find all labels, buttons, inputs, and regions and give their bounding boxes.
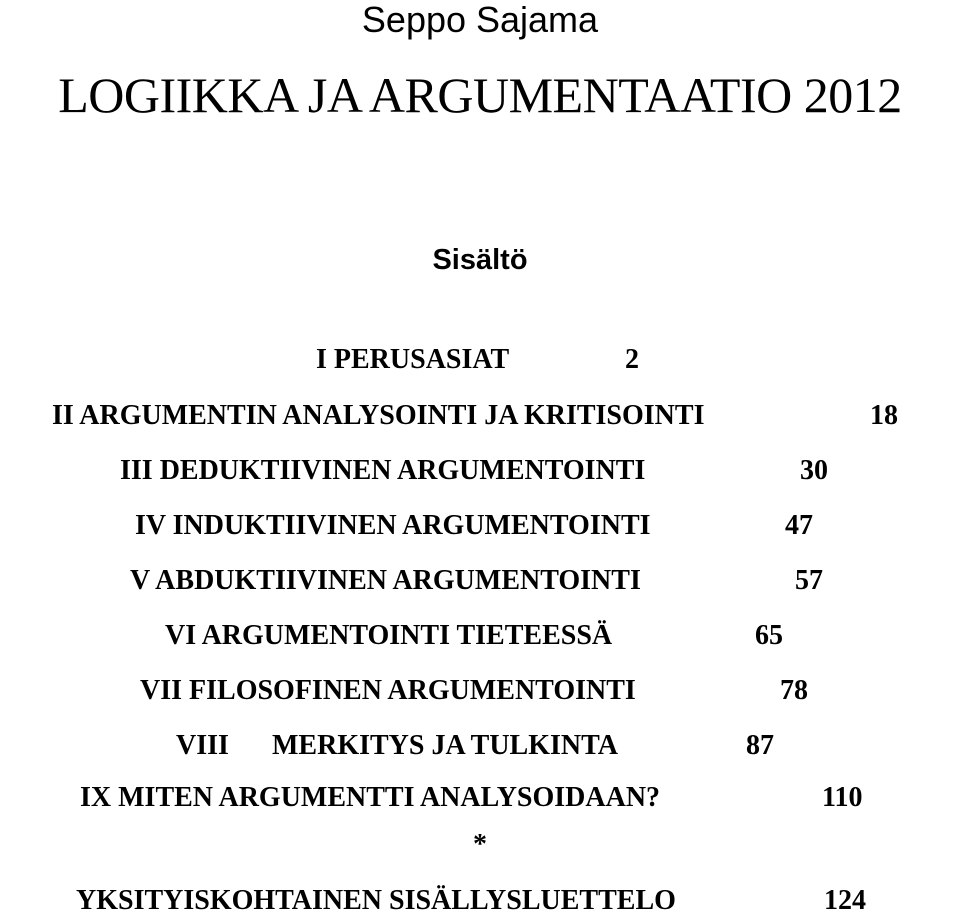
toc-item-label: VIII <box>176 730 229 761</box>
toc-item-page: 2 <box>625 344 639 375</box>
toc-item-label: III DEDUKTIIVINEN ARGUMENTOINTI <box>120 455 646 486</box>
toc-item-page: 78 <box>780 675 808 706</box>
toc-item-page: 65 <box>755 620 783 651</box>
toc-item-label: VI ARGUMENTOINTI TIETEESSÄ <box>165 620 613 651</box>
toc-item-label: I PERUSASIAT <box>316 344 510 375</box>
toc-item-page: 18 <box>870 400 898 431</box>
toc-item-page: 57 <box>795 565 823 596</box>
contents-heading: Sisältö <box>432 244 528 276</box>
toc-item-label: V ABDUKTIIVINEN ARGUMENTOINTI <box>130 565 641 596</box>
toc-item-label: IV INDUKTIIVINEN ARGUMENTOINTI <box>135 510 651 541</box>
toc-item-page: 47 <box>785 510 813 541</box>
toc-item-page: 87 <box>746 730 774 761</box>
detailed-toc-label: YKSITYISKOHTAINEN SISÄLLYSLUETTELO <box>76 885 676 916</box>
toc-item-page: 110 <box>822 782 863 813</box>
toc-item-page: 30 <box>800 455 828 486</box>
toc-item-label-rest: MERKITYS JA TULKINTA <box>272 730 618 761</box>
detailed-toc-page: 124 <box>824 885 866 916</box>
separator-asterisk: * <box>473 829 487 860</box>
author-name: Seppo Sajama <box>361 0 599 40</box>
document-title: LOGIIKKA JA ARGUMENTAATIO 2012 <box>58 67 902 123</box>
toc-item-label: II ARGUMENTIN ANALYSOINTI JA KRITISOINTI <box>52 400 705 431</box>
toc-item-label: IX MITEN ARGUMENTTI ANALYSOIDAAN? <box>80 782 661 813</box>
toc-item-label: VII FILOSOFINEN ARGUMENTOINTI <box>140 675 636 706</box>
